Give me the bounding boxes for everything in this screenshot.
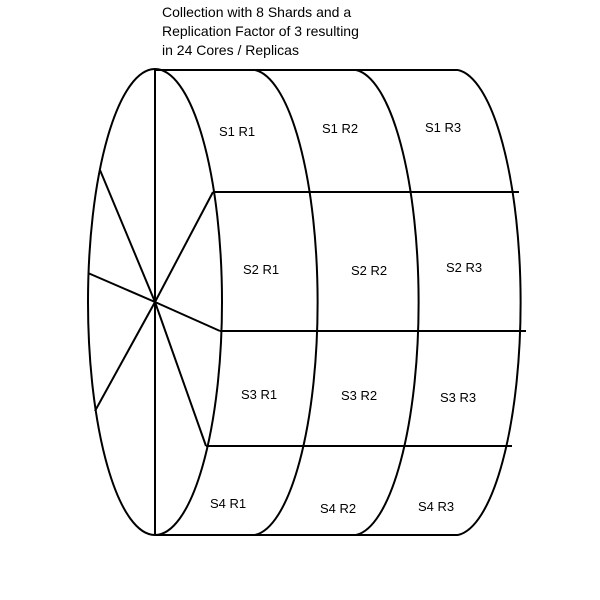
title-line-1: Collection with 8 Shards and a: [162, 4, 352, 20]
replica-ring-3-edge: [458, 70, 521, 535]
replica-ring-2-edge: [356, 70, 419, 535]
cell-label-s3-r3: S3 R3: [440, 390, 477, 405]
cell-label-s1-r3: S1 R3: [425, 120, 462, 135]
replica-ring-1-edge: [255, 70, 318, 535]
cell-label-s4-r2: S4 R2: [320, 501, 357, 516]
spoke: [95, 302, 155, 411]
cell-label-s3-r1: S3 R1: [241, 387, 278, 402]
spoke: [155, 192, 213, 302]
cell-label-s1-r1: S1 R1: [219, 124, 256, 139]
cell-label-s4-r3: S4 R3: [418, 499, 455, 514]
spoke: [155, 302, 206, 446]
cell-label-s2-r1: S2 R1: [243, 262, 280, 277]
cell-labels: [210, 120, 482, 516]
cell-label-s2-r3: S2 R3: [446, 260, 483, 275]
title-line-2: Replication Factor of 3 resulting: [162, 23, 359, 39]
cell-label-s4-r1: S4 R1: [210, 496, 247, 511]
cell-label-s2-r2: S2 R2: [351, 263, 388, 278]
title-line-3: in 24 Cores / Replicas: [162, 42, 299, 58]
cell-label-s3-r2: S3 R2: [341, 388, 378, 403]
cell-label-s1-r2: S1 R2: [322, 121, 359, 136]
